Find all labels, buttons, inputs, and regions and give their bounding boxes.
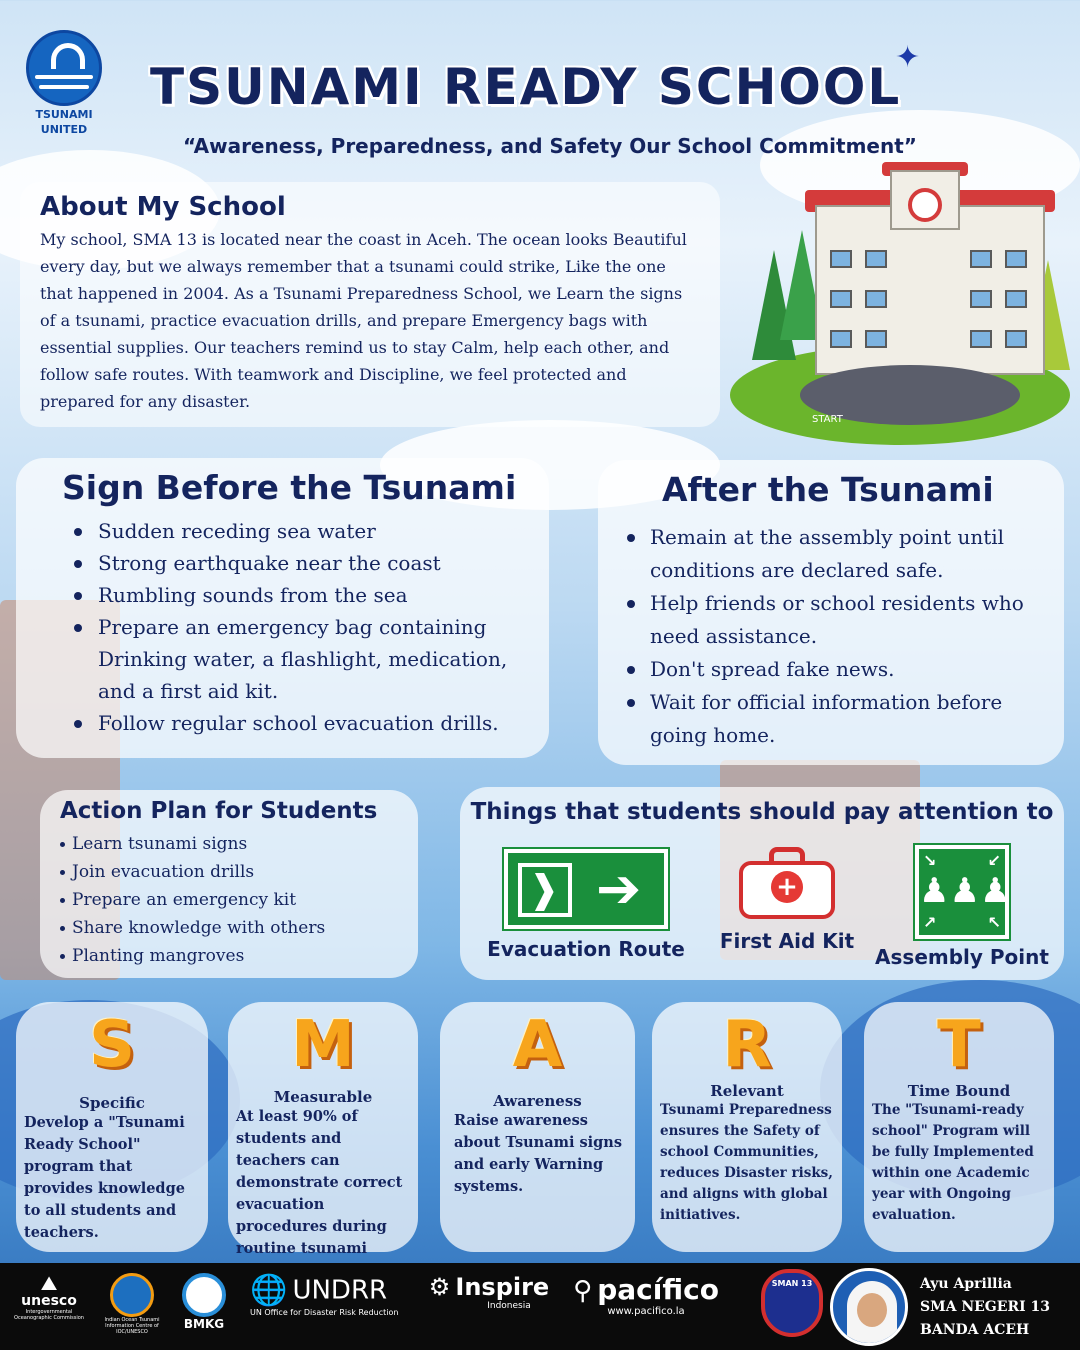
sign-before-heading: Sign Before the Tsunami: [62, 468, 517, 507]
first-aid-kit-icon: +: [739, 847, 835, 919]
iotic-icon: [110, 1273, 154, 1317]
smart-card-s: [16, 1002, 208, 1252]
after-tsunami-card: [598, 460, 1064, 765]
clock-icon: [908, 188, 942, 222]
list-item: Help friends or school residents who need assistance.: [624, 587, 1044, 653]
attention-card: [460, 787, 1064, 980]
evacuation-route-label: Evacuation Route: [487, 937, 685, 961]
smart-text: Develop a "Tsunami Ready School" program that provides knowledge to all students and teachers.: [24, 1114, 185, 1241]
after-tsunami-heading: After the Tsunami: [662, 470, 994, 509]
yard-start-label: START: [812, 414, 843, 425]
tsunami-wave-icon: [26, 30, 102, 106]
logo-text-line2: UNITED: [40, 123, 88, 136]
footer-bar: [0, 1263, 1080, 1350]
smart-title: Awareness: [493, 1092, 582, 1110]
student-city: BANDA ACEH: [920, 1322, 1030, 1338]
un-emblem-icon: 🌐: [250, 1273, 288, 1308]
list-item: Learn tsunami signs: [60, 830, 398, 858]
sman13-badge: [760, 1269, 824, 1337]
about-heading: About My School: [40, 192, 286, 222]
smart-letter: M: [291, 1008, 355, 1082]
list-item: Follow regular school evacuation drills.: [60, 707, 519, 739]
inspire-bulb-icon: ⚙: [428, 1273, 451, 1301]
smart-title: Relevant: [710, 1082, 784, 1100]
action-plan-list: [60, 830, 398, 970]
list-item: Prepare an emergency bag containing Drinking water, a flashlight, medication, and a first aid kit.: [60, 611, 519, 707]
smart-letter: R: [722, 1008, 772, 1082]
undrr-logo: 🌐 UNDRR UN Office for Disaster Risk Reduction: [250, 1273, 399, 1317]
pacifico-logo: ⚲ pacífico www.pacifico.la: [573, 1273, 719, 1317]
first-aid-kit-item: [712, 847, 862, 953]
attention-heading: Things that students should pay attention to: [470, 799, 1054, 825]
smart-text: Tsunami Preparedness ensures the Safety of school Communities, reduces Disaster risks, and aligns with global initiatives.: [660, 1102, 833, 1223]
assembly-point-label: Assembly Point: [875, 945, 1049, 969]
list-item: Sudden receding sea water: [60, 515, 519, 547]
school-badge-icon: SMAN 13: [761, 1269, 823, 1337]
unesco-temple-icon: ⛰: [40, 1271, 58, 1295]
smart-card-m: [228, 1002, 418, 1257]
list-item: Remain at the assembly point until conditions are declared safe.: [624, 521, 1044, 587]
student-avatar: [830, 1268, 908, 1346]
list-item: Rumbling sounds from the sea: [60, 579, 519, 611]
action-plan-card: [40, 790, 418, 978]
iotic-logo: Indian Ocean Tsunami Information Centre of IOC/UNESCO: [102, 1273, 162, 1335]
list-item: Join evacuation drills: [60, 858, 398, 886]
smart-card-r: [652, 1002, 842, 1252]
list-item: Wait for official information before going home.: [624, 686, 1044, 752]
after-tsunami-list: [624, 521, 1044, 752]
inspire-logo: ⚙ Inspire Indonesia: [428, 1273, 550, 1311]
page-subtitle: “Awareness, Preparedness, and Safety Our School Commitment”: [183, 134, 917, 158]
student-info: [920, 1273, 1050, 1342]
butterfly-icon: ✦: [895, 40, 921, 75]
about-text: My school, SMA 13 is located near the coast in Aceh. The ocean looks Beautiful every day, but we always remember that a tsunami could strike, Like the one that happened in 2004. As a Tsunami Preparedness School, we Learn the signs of a tsunami, practice evacuation drills, and prepare Emergency bags with essential supplies. Our teachers remind us to stay Calm, help each other, and follow safe routes. With teamwork and Discipline, we feel protected and prepared for any disaster.: [40, 230, 687, 411]
bmkg-icon: [182, 1273, 226, 1317]
smart-letter: T: [937, 1008, 981, 1082]
location-pin-icon: ⚲: [573, 1276, 593, 1306]
sign-before-list: [60, 515, 519, 739]
list-item: Strong earthquake near the coast: [60, 547, 519, 579]
tsunami-united-logo: [24, 30, 104, 136]
sign-before-card: [16, 458, 549, 758]
list-item: Planting mangroves: [60, 942, 398, 970]
about-section: [20, 182, 720, 427]
assembly-point-item: [872, 845, 1052, 969]
evacuation-route-icon: ❱ ➔: [504, 849, 668, 929]
smart-letter: A: [512, 1008, 563, 1082]
student-school: SMA NEGERI 13: [920, 1299, 1050, 1315]
student-name: Ayu Aprillia: [920, 1276, 1012, 1292]
smart-text: The "Tsunami-ready school" Program will be fully Implemented within one Academic year with Ongoing evaluation.: [872, 1102, 1034, 1223]
list-item: Don't spread fake news.: [624, 653, 1044, 686]
first-aid-kit-label: First Aid Kit: [719, 929, 855, 953]
logo-text-line1: TSUNAMI: [35, 108, 93, 121]
school-illustration: [730, 170, 1070, 445]
evacuation-route-item: [476, 849, 696, 961]
assembly-point-icon: ↘ ↙ ↗ ↖ ♟♟♟: [915, 845, 1009, 939]
action-plan-heading: Action Plan for Students: [60, 798, 378, 824]
page-title: TSUNAMI READY SCHOOL: [150, 58, 902, 116]
smart-card-a: [440, 1002, 635, 1252]
smart-card-t: [864, 1002, 1054, 1252]
smart-letter: S: [88, 1008, 136, 1082]
smart-text: At least 90% of students and teachers can demonstrate correct evacuation procedures during routine tsunami: [236, 1108, 403, 1257]
unesco-logo: ⛰ unesco Intergovernmental Oceanographic Commission: [8, 1273, 90, 1321]
list-item: Prepare an emergency kit: [60, 886, 398, 914]
smart-text: Raise awareness about Tsunami signs and early Warning systems.: [454, 1112, 623, 1195]
smart-title: Measurable: [273, 1088, 373, 1106]
list-item: Share knowledge with others: [60, 914, 398, 942]
bmkg-logo: BMKG: [176, 1273, 232, 1331]
smart-title: Time Bound: [907, 1082, 1011, 1100]
smart-title: Specific: [79, 1094, 145, 1112]
